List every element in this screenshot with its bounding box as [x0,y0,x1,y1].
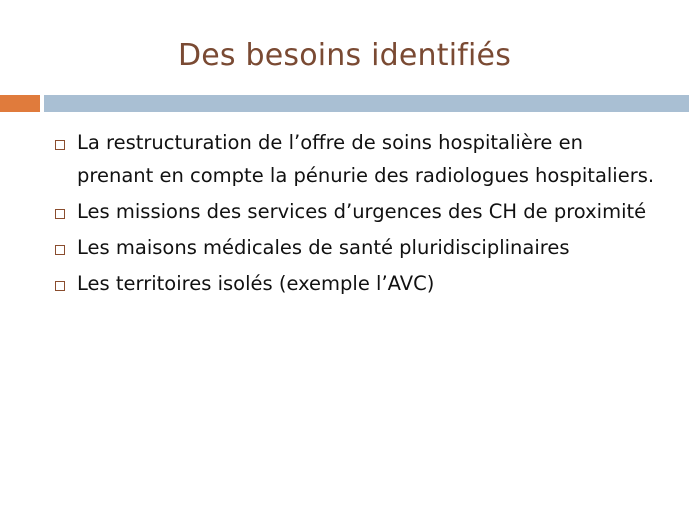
bullet-list [0,126,689,303]
accent-bar [0,95,40,112]
square-bullet-icon [55,209,65,219]
bullet-text: La restructuration de l’offre de soins hospitalière en prenant en compte la pénurie des radiologues hospitaliers. [77,131,655,187]
square-bullet-icon [55,245,65,255]
square-bullet-icon [55,140,65,150]
bullet-text: Les territoires isolés (exemple l’AVC) [77,272,435,295]
bullet-item [0,267,689,300]
bullet-item [0,126,689,192]
bullet-text: Les missions des services d’urgences des CH de proximité [77,200,647,223]
bullet-text: Les maisons médicales de santé pluridisciplinaires [77,236,570,259]
square-bullet-icon [55,281,65,291]
bullet-item [0,231,689,264]
slide-title: Des besoins identifiés [177,38,512,73]
bullet-item [0,195,689,228]
title-underline-bar [44,95,689,112]
